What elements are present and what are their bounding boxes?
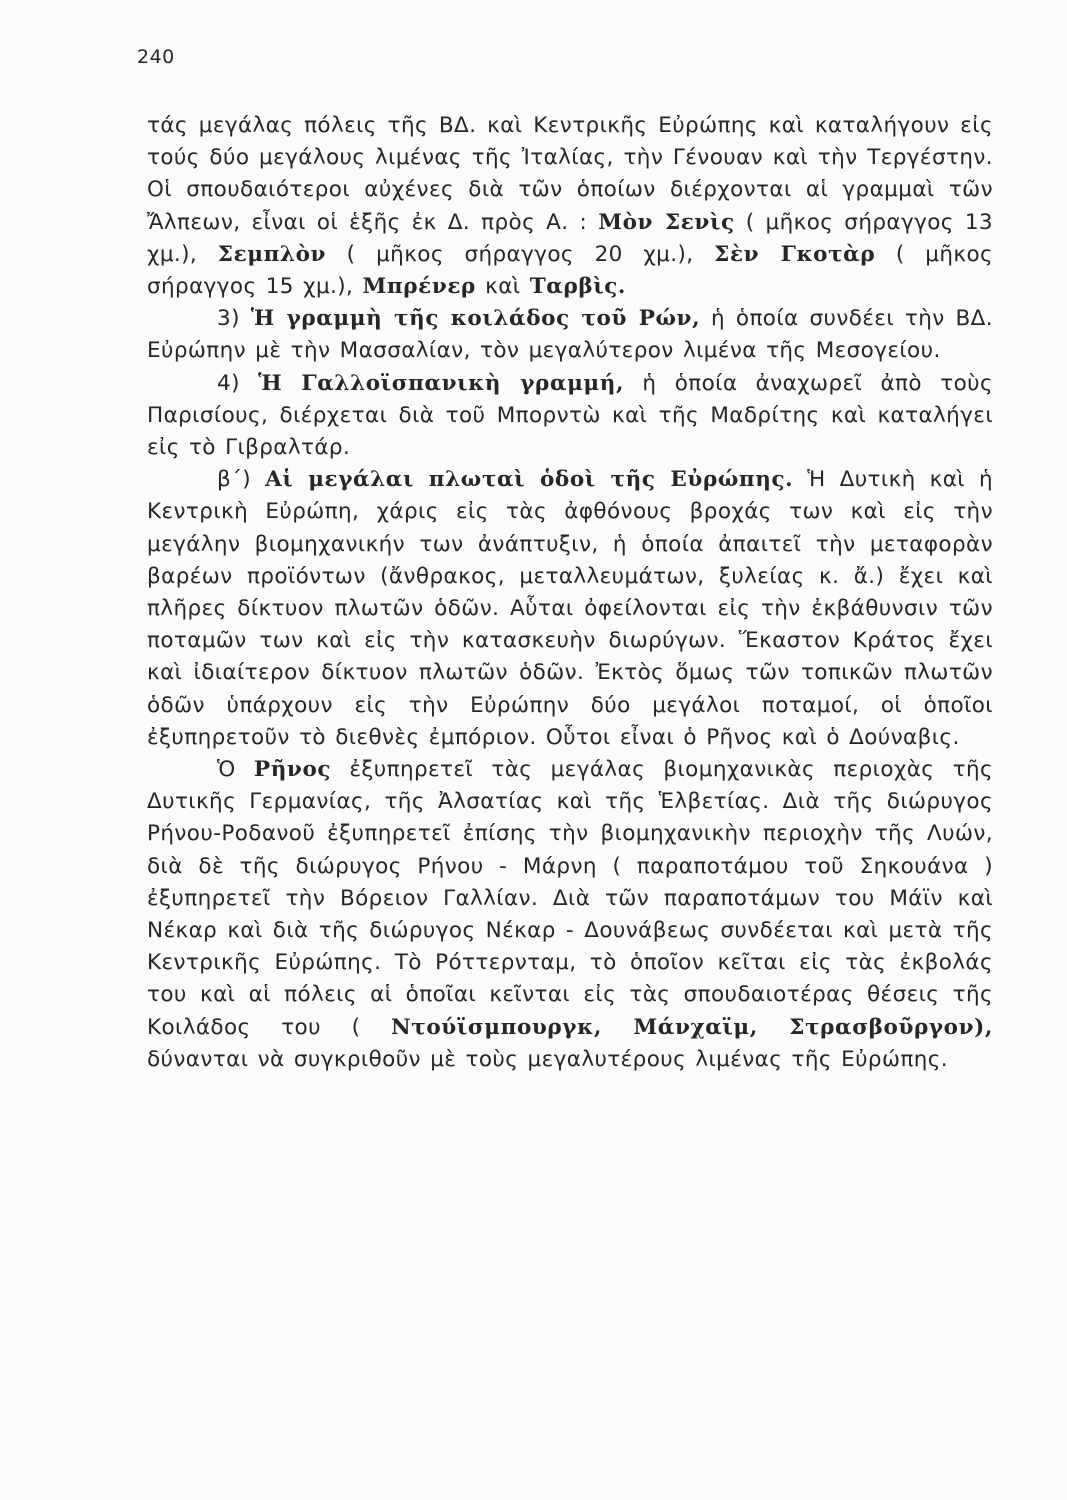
text-run: Ἡ Δυτικὴ καὶ ἡ Κεντρικὴ Εὐρώπη, χάρις εἰς τὰς ἀφθόνους βροχάς των καὶ εἰς τὴν μεγάλην βιομηχανικήν των ἀνάπτυξιν, ἡ ὁποία ἀπαιτεῖ τὴν μεταφορὰν βαρέων προϊόντων (ἄνθρακος, μεταλλευμάτων, ξυλείας κ. ἄ.) ἔχει καὶ πλῆρες δίκτυον πλωτῶν ὁδῶν. Αὗται ὀφείλονται εἰς τὴν ἐκβάθυνσιν τῶν ποταμῶν των καὶ εἰς τὴν κατασκευὴν διωρύγων. Ἕκαστον Κράτος ἔχει καὶ ἰδιαίτερον δίκτυον πλωτῶν ὁδῶν. Ἐκτὸς ὅμως τῶν τοπικῶν πλωτῶν ὁδῶν ὑπάρχουν εἰς τὴν Εὐρώπην δύο μεγάλοι ποταμοί, οἱ ὁποῖοι ἐξυπηρετοῦν τὸ διεθνὲς ἐμπόριον. Οὗτοι εἶναι ὁ Ρῆνος καὶ ὁ Δούναβις. — [147, 467, 993, 750]
bold-term: Αἱ μεγάλαι πλωταὶ ὁδοὶ τῆς Εὐρώπης. — [265, 467, 794, 493]
text-run: ἡ ὁποία συνδέει τὴν ΒΔ. Εὐρώπην μὲ τὴν Μασσαλίαν, τὸν μεγαλύτερον λιμένα τῆς Μεσογείου. — [147, 306, 993, 364]
bold-term: Μπρένερ — [362, 274, 476, 300]
paragraph-2 — [147, 303, 993, 367]
paragraph-4 — [147, 464, 993, 754]
paragraph-3 — [147, 368, 993, 465]
bold-term: Ταρβὶς. — [529, 274, 627, 300]
bold-term: Σὲν Γκοτὰρ — [714, 241, 876, 267]
text-run: ( μῆκος σήραγγος 13 χμ.), — [147, 209, 993, 267]
text-run: δύνανται νὰ συγκριθοῦν μὲ τοὺς μεγαλυτέρους λιμένας τῆς Εὐρώπης. — [147, 1046, 949, 1072]
text-run: β´) — [217, 467, 266, 493]
text-run: καὶ — [475, 274, 530, 300]
text-run: 3) — [217, 306, 251, 332]
page-body — [147, 110, 993, 1076]
text-run: ἡ ὁποία ἀναχωρεῖ ἀπὸ τοὺς Παρισίους, διέρχεται διὰ τοῦ Μπορντὼ καὶ τῆς Μαδρίτης καὶ καταλήγει εἰς τὸ Γιβραλτάρ. — [147, 370, 993, 461]
text-run: 4) — [217, 370, 259, 396]
page-number: 240 — [137, 46, 175, 68]
bold-term: Ἡ γραμμὴ τῆς κοιλάδος τοῦ Ρών, — [250, 306, 701, 332]
text-run: ( μῆκος σήραγγος 15 χμ.), — [147, 241, 994, 300]
text-run: ( μῆκος σήραγγος 20 χμ.), — [326, 241, 715, 267]
text-run: Ὁ — [217, 757, 254, 783]
paragraph-5 — [147, 754, 993, 1076]
bold-term: Ντούϊσμπουργκ, Μάνχαϊμ, Στρασβοῦργον), — [391, 1014, 993, 1040]
text-run: ἐξυπηρετεῖ τὰς μεγάλας βιομηχανικὰς περιοχὰς τῆς Δυτικῆς Γερμανίας, τῆς Ἀλσατίας καὶ τῆς Ἑλβετίας. Διὰ τῆς διώρυγος Ρήνου-Ροδανοῦ ἐξυπηρετεῖ ἐπίσης τὴν βιομηχανικὴν περιοχὴν τῆς Λυών, διὰ δὲ τῆς διώρυγος Ρήνου - Μάρνη ( παραποτάμου τοῦ Σηκουάνα ) ἐξυπηρετεῖ τὴν Βόρειον Γαλλίαν. Διὰ τῶν παραποτάμων του Μάϊν καὶ Νέκαρ καὶ διὰ τῆς διώρυγος Νέκαρ - Δουνάβεως συνδέεται καὶ μετὰ τῆς Κεντρικῆς Εὐρώπης. Τὸ Ρόττερνταμ, τὸ ὁποῖον κεῖται εἰς τὰς ἐκβολάς του καὶ αἱ πόλεις αἱ ὁποῖαι κεῖνται εἰς τὰς σπουδαιοτέρας θέσεις τῆς Κοιλάδος του ( — [147, 757, 993, 1040]
text-run: τάς μεγάλας πόλεις τῆς ΒΔ. καὶ Κεντρικῆς Εὐρώπης καὶ καταλήγουν εἰς τούς δύο μεγάλους λιμένας τῆς Ἰταλίας, τὴν Γένουαν καὶ τὴν Τεργέστην. Οἱ σπουδαιότεροι αὐχένες διὰ τῶν ὁποίων διέρχονται αἱ γραμμαὶ τῶν Ἄλπεων, εἶναι οἱ ἑξῆς ἐκ Δ. πρὸς Α. : — [147, 113, 993, 235]
bold-term: Σεμπλὸν — [217, 241, 327, 267]
bold-term: Ἡ Γαλλοϊσπανικὴ γραμμή, — [258, 370, 625, 396]
paragraph-1 — [147, 110, 993, 303]
bold-term: Μὸν Σενὶς — [598, 209, 735, 235]
bold-term: Ρῆνος — [253, 757, 332, 783]
